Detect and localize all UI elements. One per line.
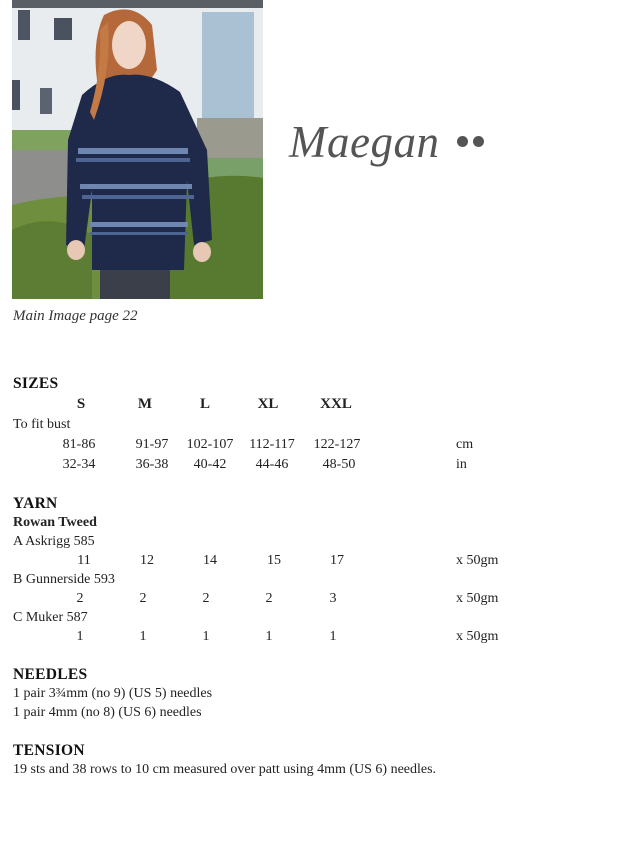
bust-in-xl: 44-46 — [255, 457, 289, 472]
yarn-heading: YARN — [13, 495, 58, 512]
bust-in-unit: in — [456, 457, 467, 472]
yarn-b-qty-xl: 2 — [265, 591, 273, 606]
bust-in-s: 32-34 — [62, 457, 96, 472]
bust-in-l: 40-42 — [193, 457, 227, 472]
difficulty-dot-icon — [457, 136, 468, 147]
yarn-a-qty-xxl: 17 — [330, 553, 344, 568]
yarn-brand: Rowan Tweed — [13, 515, 97, 530]
yarn-c-qty-s: 1 — [76, 629, 84, 644]
main-photo — [12, 0, 263, 299]
bust-cm-l: 102-107 — [186, 437, 234, 452]
yarn-c-qty-xxl: 1 — [329, 629, 337, 644]
bust-cm-xxl: 122-127 — [313, 437, 361, 452]
pattern-title: Maegan — [289, 117, 440, 167]
yarn-b-qty-xxl: 3 — [329, 591, 337, 606]
size-label-xl: XL — [257, 396, 279, 412]
tension-text: 19 sts and 38 rows to 10 cm measured over patt using 4mm (US 6) needles. — [13, 762, 437, 777]
yarn-a-qty-xl: 15 — [267, 553, 281, 568]
sizes-heading: SIZES — [13, 375, 59, 392]
bust-cm-unit: cm — [456, 437, 474, 452]
yarn-colour-c: C Muker 587 — [13, 610, 88, 625]
size-label-s: S — [76, 396, 86, 412]
yarn-c-qty-m: 1 — [139, 629, 147, 644]
difficulty-dots-icon — [457, 136, 484, 147]
difficulty-dot-icon — [473, 136, 484, 147]
yarn-c-qty-l: 1 — [202, 629, 210, 644]
yarn-b-qty-l: 2 — [202, 591, 210, 606]
yarn-colour-b: B Gunnerside 593 — [13, 572, 115, 587]
size-label-xxl: XXL — [320, 396, 352, 412]
photo-caption: Main Image page 22 — [13, 308, 138, 324]
yarn-a-qty-l: 14 — [203, 553, 217, 568]
yarn-b-qty-s: 2 — [76, 591, 84, 606]
yarn-a-unit: x 50gm — [456, 553, 499, 568]
bust-cm-s: 81-86 — [62, 437, 96, 452]
yarn-b-unit: x 50gm — [456, 591, 499, 606]
yarn-a-qty-s: 11 — [77, 553, 91, 568]
bust-in-xxl: 48-50 — [322, 457, 356, 472]
yarn-a-qty-m: 12 — [140, 553, 154, 568]
fit-bust-label: To fit bust — [13, 417, 71, 432]
yarn-colour-a: A Askrigg 585 — [13, 534, 95, 549]
yarn-c-qty-xl: 1 — [265, 629, 273, 644]
yarn-b-qty-m: 2 — [139, 591, 147, 606]
tension-heading: TENSION — [13, 742, 85, 759]
size-label-l: L — [199, 396, 210, 412]
size-label-m: M — [137, 396, 153, 412]
needles-line-2: 1 pair 4mm (no 8) (US 6) needles — [13, 705, 202, 720]
needles-heading: NEEDLES — [13, 666, 88, 683]
bust-cm-xl: 112-117 — [249, 437, 295, 452]
yarn-c-unit: x 50gm — [456, 629, 499, 644]
bust-in-m: 36-38 — [135, 457, 169, 472]
needles-line-1: 1 pair 3¾mm (no 9) (US 5) needles — [13, 686, 213, 701]
bust-cm-m: 91-97 — [135, 437, 169, 452]
pattern-title-block — [289, 116, 484, 168]
